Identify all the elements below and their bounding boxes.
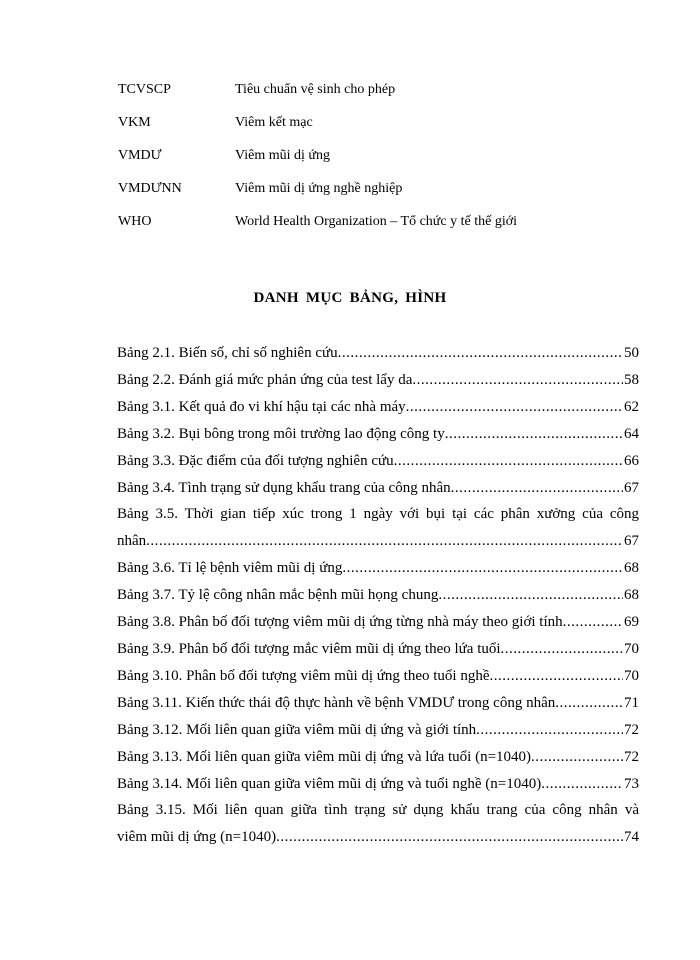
toc-entry-title: Bảng 3.3. Đặc điểm của đối tượng nghiên cứu — [117, 452, 394, 469]
section-title: DANH MỤC BẢNG, HÌNH — [253, 290, 447, 306]
toc-dot-leader — [406, 394, 623, 421]
toc-page-number: 62 — [624, 398, 639, 415]
toc-dot-leader — [445, 421, 623, 448]
toc-entry[interactable] — [117, 394, 639, 421]
toc-entry[interactable] — [117, 797, 639, 851]
toc-page-number: 73 — [624, 775, 639, 792]
abbreviation-row — [118, 80, 638, 113]
toc-entry[interactable] — [117, 501, 639, 555]
toc-entry-title: Bảng 3.13. Mối liên quan giữa viêm mũi dị ứng và lứa tuổi (n=1040) — [117, 748, 532, 765]
toc-entry-title: Bảng 3.14. Mối liên quan giữa viêm mũi dị ứng và tuổi nghề (n=1040) — [117, 775, 542, 792]
abbreviation-code: VMDƯNN — [118, 181, 182, 196]
toc-entry-title: Bảng 3.1. Kết quả đo vi khí hậu tại các nhà máy — [117, 398, 406, 415]
toc-entry-title: Bảng 3.15. Mối liên quan giữa tình trạng sử dụng khẩu trang của công nhân và — [117, 802, 639, 819]
toc-dot-leader — [394, 448, 623, 475]
toc-page-number: 66 — [624, 452, 639, 469]
toc-entry-title: Bảng 3.11. Kiến thức thái độ thực hành về bệnh VMDƯ trong công nhân — [117, 694, 556, 711]
toc-entry[interactable] — [117, 448, 639, 475]
toc-entry[interactable] — [117, 582, 639, 609]
toc-entry[interactable] — [117, 555, 639, 582]
toc-dot-leader — [563, 609, 623, 636]
toc-dot-leader — [555, 690, 623, 717]
toc-entry-title: Bảng 3.4. Tình trạng sử dụng khẩu trang của công nhân — [117, 479, 451, 496]
abbreviation-row — [118, 146, 638, 179]
toc-page-number: 70 — [624, 667, 639, 684]
toc-entry[interactable] — [117, 609, 639, 636]
abbreviation-row — [118, 113, 638, 146]
toc-entry[interactable] — [117, 636, 639, 663]
toc-page-number: 68 — [624, 587, 639, 604]
abbreviation-description: World Health Organization – Tổ chức y tế thế giới — [235, 214, 517, 229]
toc-entry-title: Bảng 2.2. Đánh giá mức phản ứng của test lẩy da — [117, 371, 413, 388]
toc-dot-leader — [451, 475, 623, 502]
toc-dot-leader — [276, 824, 623, 851]
abbreviation-list — [118, 80, 638, 245]
toc-dot-leader — [342, 555, 623, 582]
toc-dot-leader — [412, 367, 623, 394]
toc-entry[interactable] — [117, 771, 639, 798]
toc-entry[interactable] — [117, 475, 639, 502]
table-of-contents — [117, 340, 639, 851]
toc-page-number: 50 — [624, 345, 639, 361]
toc-page-number: 58 — [624, 371, 639, 388]
abbreviation-description: Viêm mũi dị ứng nghề nghiệp — [235, 181, 403, 196]
toc-entry[interactable] — [117, 744, 639, 771]
toc-page-number: 67 — [624, 533, 639, 550]
toc-entry[interactable] — [117, 663, 639, 690]
toc-dot-leader — [146, 528, 623, 555]
abbreviation-description: Viêm kết mạc — [235, 115, 313, 130]
toc-entry[interactable] — [117, 717, 639, 744]
toc-dot-leader — [541, 771, 623, 798]
toc-page-number: 71 — [624, 694, 639, 711]
toc-entry-title: Bảng 3.10. Phân bố đối tượng viêm mũi dị ứng theo tuổi nghề — [117, 667, 490, 684]
toc-entry[interactable] — [117, 367, 639, 394]
toc-entry-title-continued: viêm mũi dị ứng (n=1040) — [117, 829, 277, 846]
abbreviation-code: VMDƯ — [118, 148, 162, 163]
toc-page-number: 74 — [624, 829, 639, 846]
abbreviation-code: WHO — [118, 214, 152, 229]
abbreviation-description: Viêm mũi dị ứng — [235, 148, 331, 163]
toc-page-number: 64 — [624, 425, 639, 442]
toc-entry-title: Bảng 3.7. Tỷ lệ công nhân mắc bệnh mũi họng chung — [117, 587, 439, 604]
toc-entry[interactable] — [117, 690, 639, 717]
toc-entry-title: Bảng 3.12. Mối liên quan giữa viêm mũi dị ứng và giới tính — [117, 721, 477, 738]
toc-dot-leader — [338, 340, 623, 367]
toc-entry-title: Bảng 3.5. Thời gian tiếp xúc trong 1 ngày với bụi tại các phân xưởng của công — [117, 506, 639, 523]
abbreviation-code: VKM — [118, 115, 151, 130]
toc-dot-leader — [501, 636, 623, 663]
toc-entry-title: Bảng 3.9. Phân bố đối tượng mắc viêm mũi dị ứng theo lứa tuổi — [117, 640, 501, 657]
abbreviation-description: Tiêu chuẩn vệ sinh cho phép — [235, 82, 396, 97]
toc-entry-title: Bảng 3.8. Phân bố đối tượng viêm mũi dị ứng từng nhà máy theo giới tính — [117, 614, 563, 631]
abbreviation-row — [118, 179, 638, 212]
toc-page-number: 67 — [624, 479, 639, 496]
toc-dot-leader — [490, 663, 623, 690]
toc-dot-leader — [476, 717, 623, 744]
toc-entry[interactable] — [117, 340, 639, 367]
toc-dot-leader — [531, 744, 623, 771]
toc-entry-title: Bảng 3.2. Bụi bông trong môi trường lao động công ty — [117, 425, 445, 442]
abbreviation-row — [118, 212, 638, 245]
toc-page-number: 69 — [624, 614, 639, 631]
toc-entry[interactable] — [117, 421, 639, 448]
toc-entry-title: Bảng 2.1. Biến số, chỉ số nghiên cứu — [117, 345, 338, 361]
abbreviation-code: TCVSCP — [118, 82, 171, 97]
toc-dot-leader — [438, 582, 623, 609]
toc-page-number: 72 — [624, 748, 639, 765]
toc-page-number: 68 — [624, 560, 639, 577]
toc-page-number: 70 — [624, 640, 639, 657]
toc-page-number: 72 — [624, 721, 639, 738]
toc-entry-title: Bảng 3.6. Tỉ lệ bệnh viêm mũi dị ứng — [117, 560, 343, 577]
toc-entry-title-continued: nhân — [117, 533, 147, 550]
